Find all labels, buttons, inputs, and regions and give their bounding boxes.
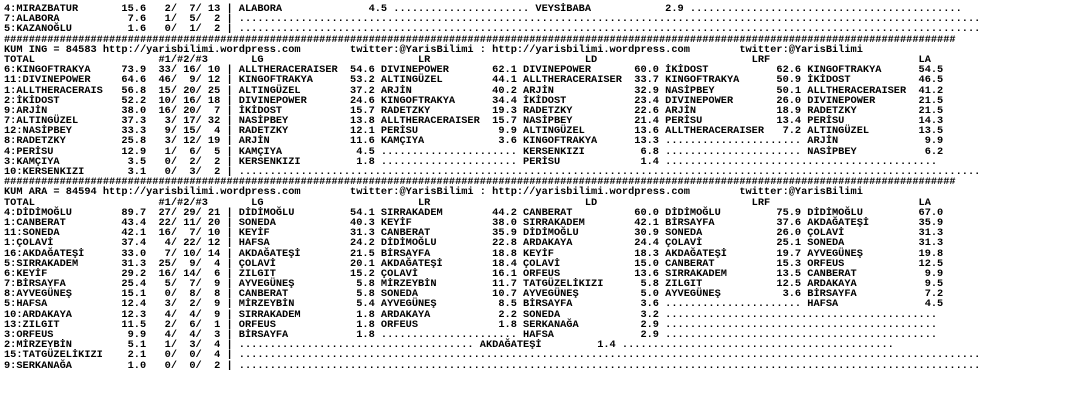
text-line: 5:SIRRAKADEM 31.3 25/ 9/ 4 | ÇOLAVİ 20.1 AKDAĞATEŞİ 18.4 ÇOLAVİ 15.0 CANBERAT 15.3 ORFEUS 12.5 xyxy=(4,257,944,270)
text-line: 13:ZILGIT 11.5 2/ 6/ 1 | ORFEUS 1.8 ORFEUS 1.8 SERKANAĞA 2.9 ............................................ xyxy=(4,318,938,331)
text-line: ########################################################################################################################################################## xyxy=(4,176,956,189)
text-line: 4:DİDİMOĞLU 89.7 27/ 29/ 21 | DİDİMOĞLU 54.1 SIRRAKADEM 44.2 CANBERAT 60.0 DİDİMOĞLU 75.9 DİDİMOĞLU 67.0 xyxy=(4,206,944,219)
text-line: 7:ALTINGÜZEL 37.3 3/ 17/ 32 | NASİPBEY 13.8 ALLTHERACERAISER 15.7 NASİPBEY 21.4 PERİSU 13.4 PERİSU 14.3 xyxy=(4,115,944,128)
text-line: 1:CANBERAT 43.4 22/ 11/ 20 | SONEDA 40.3 KEYİF 38.0 SIRRAKADEM 42.1 BİRSAYFA 37.6 AKDAĞATEŞİ 35.9 xyxy=(4,216,944,229)
text-line: 1:ALLTHERACERAIS 56.8 15/ 20/ 25 | ALTINGÜZEL 37.2 ARJİN 40.2 ARJİN 32.9 NASİPBEY 50.1 ALLTHERACERAISER 41.2 xyxy=(4,84,944,97)
text-line: TOTAL #1/#2/#3 LG LR LD LRF LA xyxy=(4,53,931,66)
text-line: 2:MİRZEYBİN 5.1 1/ 3/ 4 | ...................................... AKDAĞATEŞİ 1.4 ............................................ xyxy=(4,339,894,352)
text-line: KUM ARA = 84594 http://yarisbilimi.wordpress.com twitter:@YarisBilimi : http://yarisbilimi.wordpress.com twitter:@YarisBilimi xyxy=(4,186,863,199)
text-line: 6:KINGOFTRAKYA 73.9 33/ 16/ 10 | ALLTHERACERAISER 54.6 DIVINEPOWER 62.1 DIVINEPOWER 60.0 İKİDOST 62.6 KINGOFTRAKYA 54.5 xyxy=(4,64,944,77)
text-line: 5:KAZANOĞLU 1.6 0/ 1/ 2 | ........................................................................................................................ xyxy=(4,23,981,36)
text-line: 3:KAMÇIYA 3.5 0/ 2/ 2 | KERSENKIZI 1.8 ...................... PERİSU 1.4 ............................................ xyxy=(4,155,938,168)
text-line: TOTAL #1/#2/#3 LG LR LD LRF LA xyxy=(4,196,931,209)
text-line: 15:TATGÜZELİKIZI 2.1 0/ 0/ 4 | ........................................................................................................................ xyxy=(4,349,981,362)
text-line: 16:AKDAĞATEŞİ 33.0 7/ 10/ 14 | AKDAĞATEŞİ 21.5 BİRSAYFA 18.8 KEYİF 18.3 AKDAĞATEŞİ 19.7 AYVEGÜNEŞ 19.8 xyxy=(4,247,944,260)
text-line: 3:ORFEUS 9.9 4/ 4/ 3 | BİRSAYFA 1.8 ...................... HAFSA 2.9 ............................................ xyxy=(4,329,938,341)
text-line: KUM ING = 84583 http://yarisbilimi.wordpress.com twitter:@YarisBilimi : http://yarisbilimi.wordpress.com twitter:@YarisBilimi xyxy=(4,43,863,56)
text-line: 6:KEYİF 29.2 16/ 14/ 6 | ZILGIT 15.2 ÇOLAVİ 16.1 ORFEUS 13.6 SIRRAKADEM 13.5 CANBERAT 9.9 xyxy=(4,267,944,280)
text-line: 9:ARJİN 38.0 16/ 20/ 7 | İKİDOST 15.7 RADETZKY 19.3 RADETZKY 22.6 ARJİN 18.9 RADETZKY 21.5 xyxy=(4,104,944,117)
text-line: 5:HAFSA 12.4 3/ 2/ 9 | MİRZEYBİN 5.4 AYVEGÜNEŞ 8.5 BİRSAYFA 3.6 ...................... HAFSA 4.5 xyxy=(4,298,944,311)
text-line: 4:MIRAZBATUR 15.6 2/ 7/ 13 | ALABORA 4.5 ...................... VEYSİBABA 2.9 ............................................ xyxy=(4,3,962,15)
text-line: ########################################################################################################################################################## xyxy=(4,33,956,46)
text-line: 1:ÇOLAVİ 37.4 4/ 22/ 12 | HAFSA 24.2 DİDİMOĞLU 22.8 ARDAKAYA 24.4 ÇOLAVİ 25.1 SONEDA 31.3 xyxy=(4,237,944,250)
text-line: 9:SERKANAĞA 1.0 0/ 0/ 2 | ........................................................................................................................ xyxy=(4,359,981,372)
text-line: 11:DIVINEPOWER 64.6 46/ 9/ 12 | KINGOFTRAKYA 53.2 ALTINGÜZEL 44.1 ALLTHERACERAISER 33.7 KINGOFTRAKYA 50.9 İKİDOST 46.5 xyxy=(4,74,944,87)
text-line: 2:İKİDOST 52.2 10/ 16/ 18 | DIVINEPOWER 24.6 KINGOFTRAKYA 34.4 İKİDOST 23.4 DIVINEPOWER 26.0 DIVINEPOWER 21.5 xyxy=(4,94,944,107)
text-line: 10:KERSENKIZI 3.1 0/ 3/ 2 | ........................................................................................................................ xyxy=(4,166,981,178)
text-line: 4:PERİSU 12.9 1/ 6/ 5 | KAMÇIYA 4.5 ...................... KERSENKIZI 6.8 ...................... NASİPBEY 6.2 xyxy=(4,145,944,158)
text-line: 8:AYVEGÜNEŞ 15.1 0/ 8/ 8 | CANBERAT 5.8 SONEDA 10.7 AYVEGÜNEŞ 5.0 AYVEGÜNEŞ 3.6 BİRSAYFA 7.2 xyxy=(4,288,944,301)
text-line: 7:ALABORA 7.6 1/ 5/ 2 | ........................................................................................................................ xyxy=(4,13,981,26)
text-line: 12:NASİPBEY 33.3 9/ 15/ 4 | RADETZKY 12.1 PERİSU 9.9 ALTINGÜZEL 13.6 ALLTHERACERAISER 7.2 ALTINGÜZEL 13.5 xyxy=(4,125,944,138)
text-line: 7:BİRSAYFA 25.4 5/ 7/ 9 | AYVEGÜNEŞ 5.8 MİRZEYBİN 11.7 TATGÜZELİKIZI 5.8 ZILGIT 12.5 ARDAKAYA 9.5 xyxy=(4,278,944,291)
text-line: 8:RADETZKY 25.8 3/ 12/ 19 | ARJİN 11.6 KAMÇIYA 3.6 KINGOFTRAKYA 13.3 ...................... ARJİN 9.9 xyxy=(4,135,944,148)
text-line: 10:ARDAKAYA 12.3 4/ 4/ 9 | SIRRAKADEM 1.8 ARDAKAYA 2.2 SONEDA 3.2 ............................................ xyxy=(4,308,938,321)
text-line: 11:SONEDA 42.1 16/ 7/ 10 | KEYİF 31.3 CANBERAT 35.9 DİDİMOĞLU 30.9 SONEDA 26.0 ÇOLAVİ 31.3 xyxy=(4,227,944,240)
